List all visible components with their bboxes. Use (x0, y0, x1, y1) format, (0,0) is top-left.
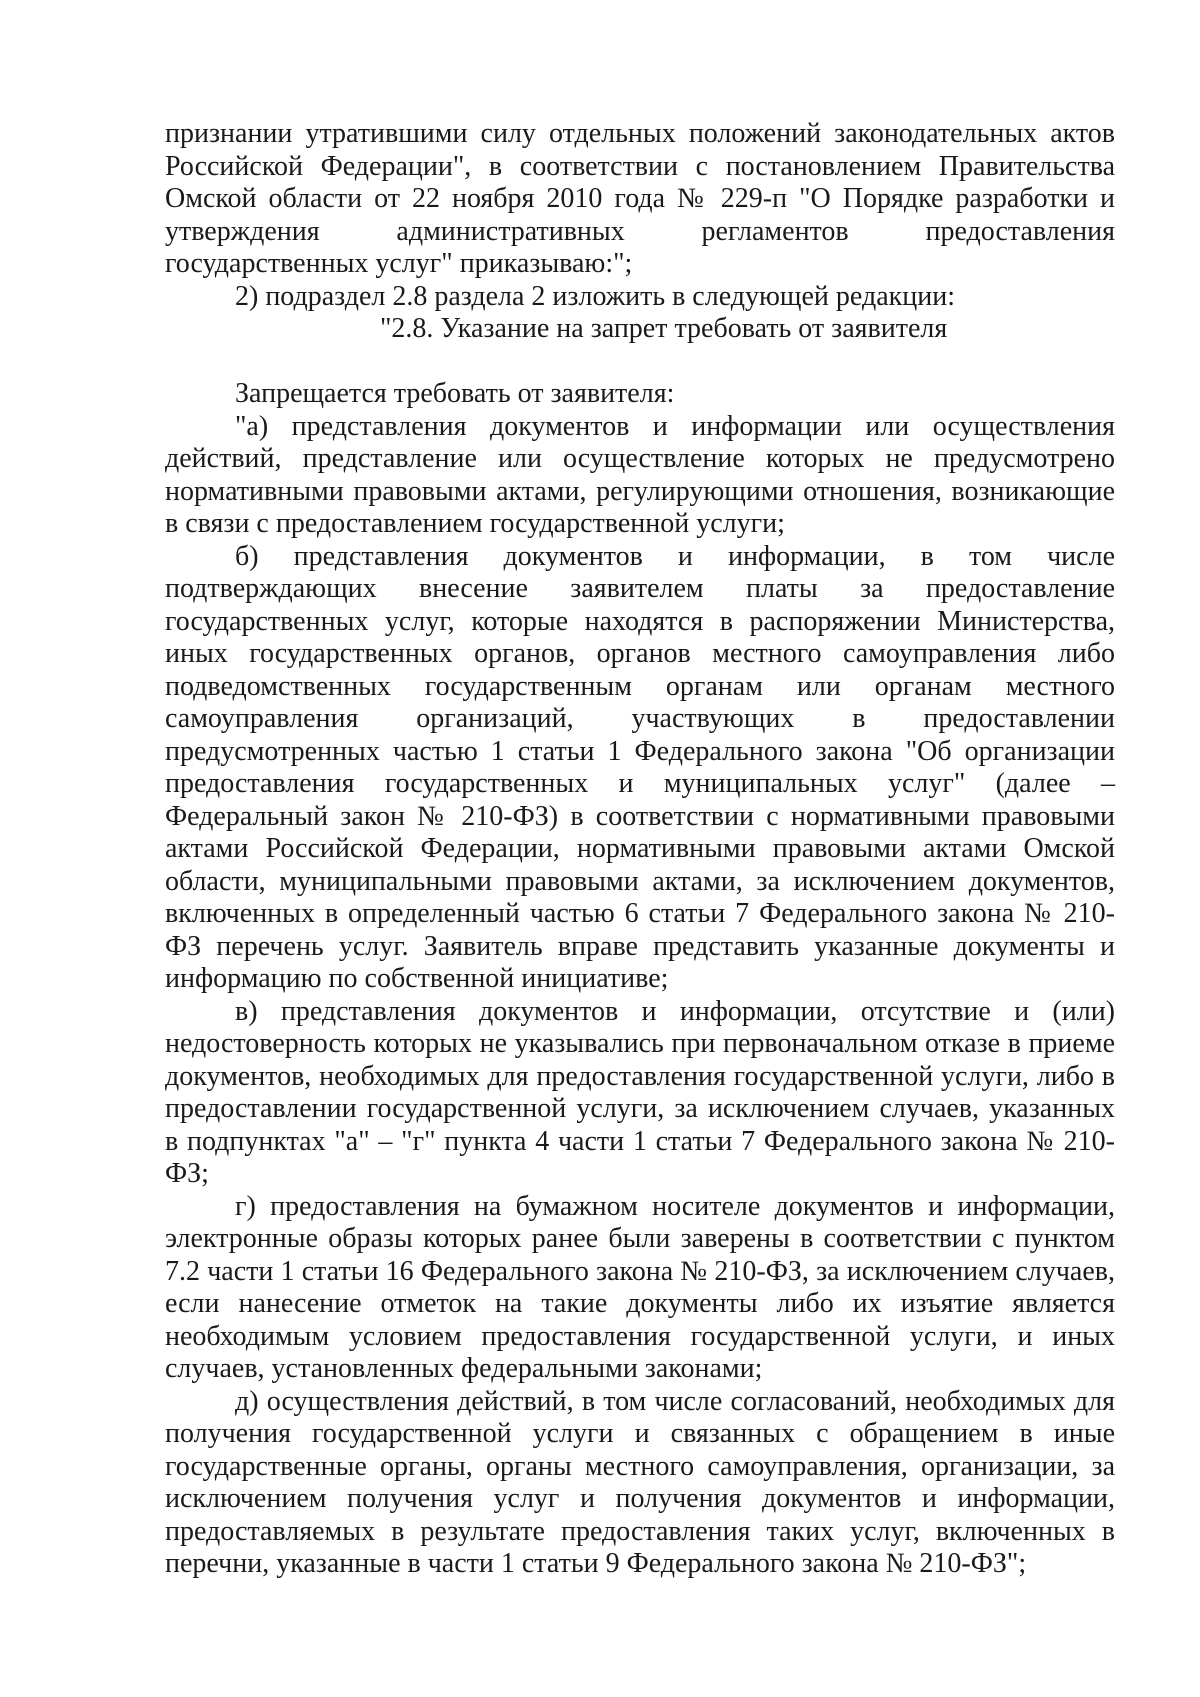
paragraph-subitem-b: б) представления документов и информации, в том числе подтверждающих внесение заявителем платы за предоставление государственных услуг, которые находятся в распоряжении Министерства, иных государственных органов, органов местного самоуправления либо подведомственных государственным органам или органам местного самоуправления организаций, участвующих в предоставлении предусмотренных частью 1 статьи 1 Федерального закона "Об организации предоставления государственных и муниципальных услуг" (далее – Федеральный закон № 210-ФЗ) в соответствии с нормативными правовыми актами Российской Федерации, нормативными правовыми актами Омской области, муниципальными правовыми актами, за исключением документов, включенных в определенный частью 6 статьи 7 Федерального закона № 210-ФЗ перечень услуг. Заявитель вправе представить указанные документы и информацию по собственной инициативе; (165, 540, 1115, 994)
paragraph-preamble-continuation: признании утратившими силу отдельных положений законодательных актов Российской Федерации", в соответствии с постановлением Правительства Омской области от 22 ноября 2010 года № 229-п "О Порядке разработки и утверждения административных регламентов предоставления государственных услуг" приказываю:"; (165, 118, 1115, 279)
paragraph-subitem-a: "а) представления документов и информации или осуществления действий, представление или осуществление которых не предусмотрено нормативными правовыми актами, регулирующими отношения, возникающие в связи с предоставлением государственной услуги; (165, 410, 1115, 539)
paragraph-subitem-g: г) предоставления на бумажном носителе документов и информации, электронные образы которых ранее были заверены в соответствии с пунктом 7.2 части 1 статьи 16 Федерального закона № 210-ФЗ, за исключением случаев, если нанесение отметок на такие документы либо их изъятие является необходимым условием предоставления государственной услуги, и иных случаев, установленных федеральными законами; (165, 1190, 1115, 1384)
section-heading-2-8: "2.8. Указание на запрет требовать от заявителя (380, 313, 948, 344)
document-body (165, 118, 1115, 1581)
paragraph-item-2: 2) подраздел 2.8 раздела 2 изложить в следующей редакции: (235, 280, 955, 312)
paragraph-subitem-d: д) осуществления действий, в том числе согласований, необходимых для получения государственной услуги и связанных с обращением в иные государственные органы, органы местного самоуправления, организации, за исключением получения услуг и получения документов и информации, предоставляемых в результате предоставления таких услуг, включенных в перечни, указанные в части 1 статьи 9 Федерального закона № 210-ФЗ"; (165, 1385, 1115, 1579)
blank-line (165, 346, 1115, 379)
paragraph-prohibition-intro: Запрещается требовать от заявителя: (235, 378, 675, 409)
paragraph-subitem-v: в) представления документов и информации, отсутствие и (или) недостоверность которых не указывались при первоначальном отказе в приеме документов, необходимых для предоставления государственной услуги, либо в предоставлении государственной услуги, за исключением случаев, указанных в подпунктах "а" – "г" пункта 4 части 1 статьи 7 Федерального закона № 210-ФЗ; (165, 995, 1115, 1189)
